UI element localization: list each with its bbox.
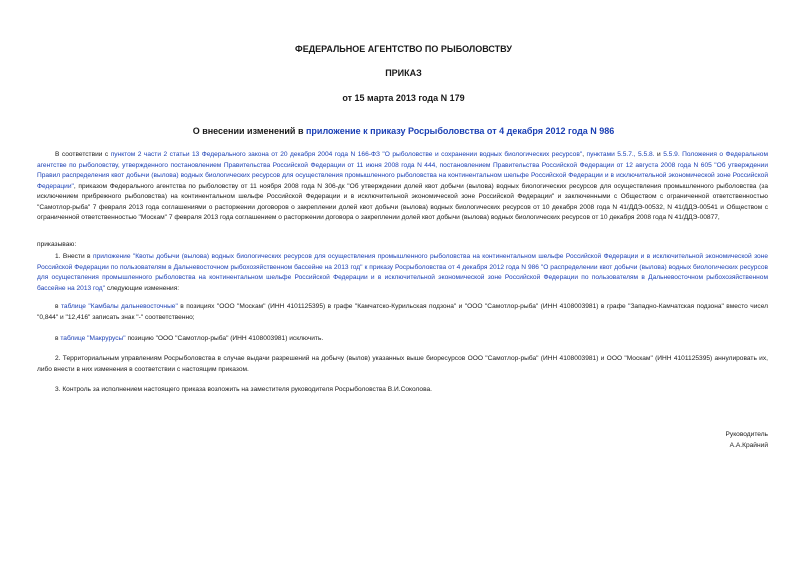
subject-link[interactable]: приложение к приказу Росрыболовства от 4 декабря 2012 года N 986 bbox=[305, 126, 615, 136]
preamble-text-2: , bbox=[582, 151, 587, 158]
regulation-points-link[interactable]: пунктами 5.5.7., 5.5.8. bbox=[586, 151, 655, 158]
preamble-text-3: и bbox=[654, 151, 664, 158]
preamble-paragraph bbox=[37, 150, 768, 224]
appendix-quotas-link[interactable]: приложение "Квоты добычи (вылова) водных биологических ресурсов для осуществления промышленного рыболовства на континентальном шельфе Российской Федерации и в исключительной экономической зоне Российской Федерации по пользователям в Дальневосточном рыбохозяйственном бассейне на 2013 год" к приказу Росрыболовства от 4 декабря 2012 года N 986 "О распределении квот добычи (вылова) водных биологических ресурсов для осуществления промышленного рыболовства на континентальном шельфе Российской Федерации и в исключительной экономической зоне Российской Федерации по пользователям в Дальневосточном рыбохозяйственном бассейне на 2013 год" bbox=[37, 253, 768, 292]
order-word-text: приказываю: bbox=[37, 241, 77, 248]
law-166fz-link[interactable]: пунктом 2 части 2 статьи 13 Федерального закона от 20 декабря 2004 года N 166-ФЗ "О рыболовстве и сохранении водных биологических ресурсов" bbox=[110, 151, 583, 158]
sub-b-text-1: в bbox=[55, 335, 61, 342]
item-3-paragraph bbox=[37, 385, 768, 396]
preamble-text-4: , приказом Федерального агентства по рыболовству от 11 ноября 2008 года N 306-дк "Об утверждении долей квот добычи (вылова) водных биологических ресурсов для осуществления промышленного рыболовства (за исключением прибрежного рыболовства) на континентальном шельфе Российской Федерации и в исключительной экономической зоне Российской Федерации" и заключенными с Обществом с ограниченной ответственностью "Самотлор-рыба" 7 февраля 2013 года соглашениями о расторжении договоров о закреплении долей квот добычи (вылова) водных биологических ресурсов от 10 декабря 2008 года N 41/ДДЭ-00532, N 41/ДДЭ-00541 и Обществом с ограниченной ответственностью "Москам" 7 февраля 2013 года соглашением о расторжении договора о закреплении долей квот добычи (вылова) водных биологических ресурсов от 10 декабря 2008 года N 41/ДДЭ-00877, bbox=[37, 182, 768, 221]
regulation-559-link[interactable]: 5.5.9. Положения о Федеральном агентстве по рыболовству, утвержденного постановлением Правительства Российской Федерации от 11 июня 2008 года N 444, постановлением Правительства Российской Федерации от 12 августа 2008 года N 605 "Об утверждении Правил распределения квот добычи (вылова) водных биологических ресурсов для осуществления промышленного рыболовства на континентальном шельфе Российской Федерации и в исключительной экономической зоне Российской Федерации" bbox=[37, 151, 769, 190]
flounder-table-link[interactable]: таблице "Камбалы дальневосточные" bbox=[60, 303, 178, 310]
preamble-text-1: В соответствии с bbox=[55, 151, 111, 158]
item-3-text: 3. Контроль за исполнением настоящего приказа возложить на заместителя руководителя Росрыболовства В.И.Соколова. bbox=[55, 386, 432, 393]
signature-name: А.А.Крайний bbox=[729, 441, 768, 449]
subitem-grenadier-paragraph bbox=[37, 334, 768, 345]
signature-block bbox=[726, 430, 768, 451]
order-word bbox=[37, 240, 768, 251]
item1-text-2: следующие изменения: bbox=[105, 284, 180, 292]
agency-title: ФЕДЕРАЛЬНОЕ АГЕНТСТВО ПО РЫБОЛОВСТВУ bbox=[295, 44, 512, 54]
sub-a-text-1: в bbox=[55, 303, 61, 310]
sub-b-text-2: позицию "ООО "Самотлор-рыба" (ИНН 4108003981) исключить. bbox=[125, 335, 324, 342]
item-2-text: 2. Территориальным управлениям Росрыболовства в случае выдачи разрешений на добычу (вылов) указанных выше биоресурсов ООО "Самотлор-рыба" (ИНН 4108003981) и ООО "Москам" (ИНН 4101125395) аннулировать их, либо внести в них изменения в соответствии с настоящим приказом. bbox=[37, 355, 768, 373]
signature-title: Руководитель bbox=[725, 431, 768, 438]
document-subject bbox=[0, 126, 807, 136]
document-type: ПРИКАЗ bbox=[385, 68, 422, 78]
item-1-paragraph bbox=[37, 252, 768, 294]
item1-text-1: 1. Внести в bbox=[55, 253, 93, 260]
subitem-flounder-paragraph bbox=[37, 302, 768, 323]
sub-a-text-2: в позициях "ООО "Москам" (ИНН 4101125395) в графе "Камчатско-Курильская подзона" и "ООО "Самотлор-рыба" (ИНН 4108003981) в графе "Западно-Камчатская подзона" вместо чисел "0,844" и "12,416" записать знак "-" соответственно; bbox=[37, 303, 768, 321]
document-date-number: от 15 марта 2013 года N 179 bbox=[342, 93, 465, 103]
grenadier-table-link[interactable]: таблице "Макрурусы" bbox=[60, 335, 126, 342]
item-2-paragraph bbox=[37, 354, 768, 375]
subject-prefix: О внесении изменений в bbox=[192, 126, 306, 136]
